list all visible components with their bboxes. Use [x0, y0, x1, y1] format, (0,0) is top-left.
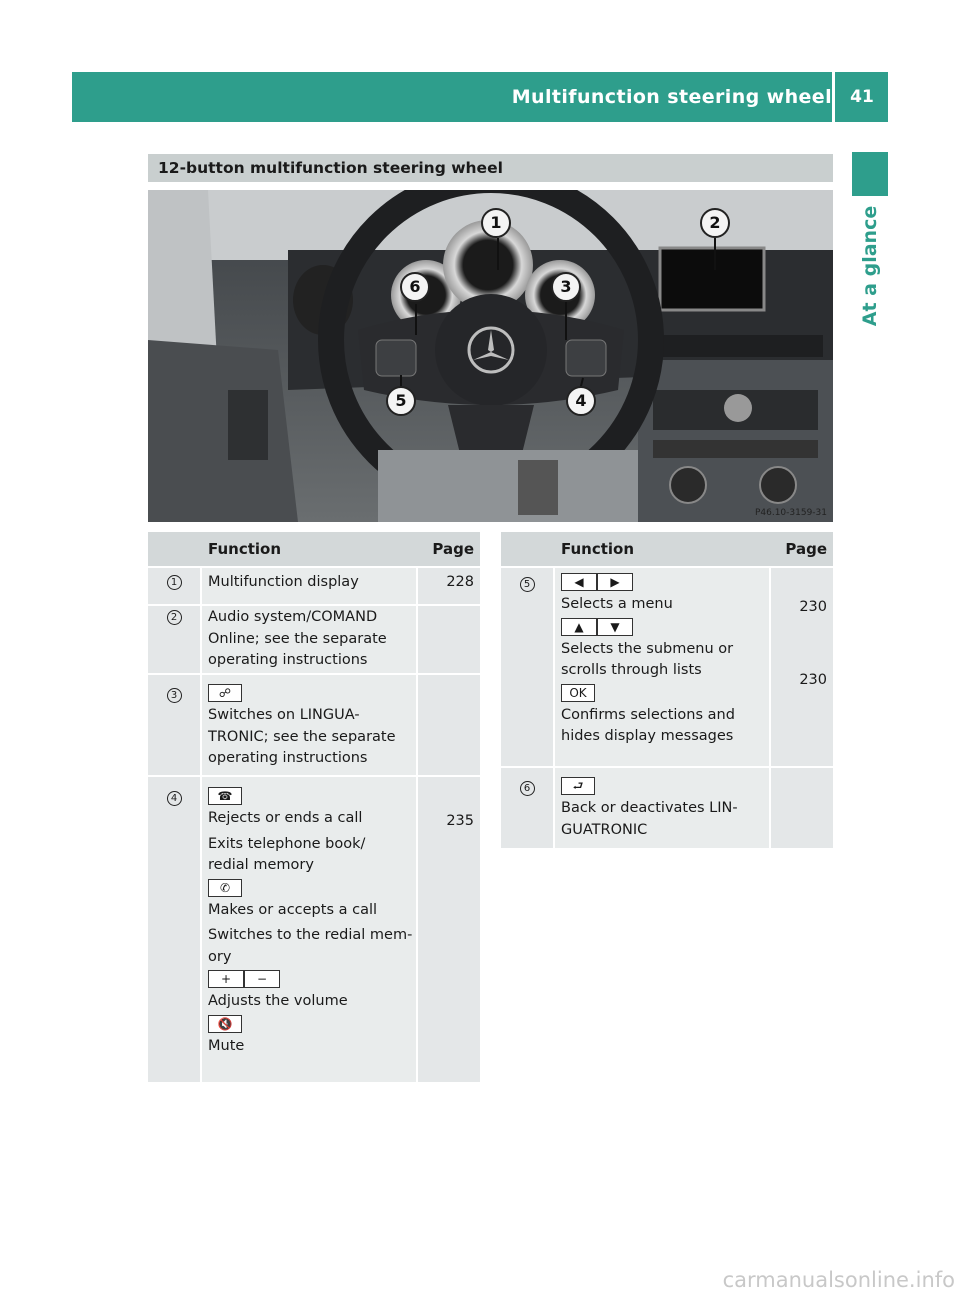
table-header-row — [148, 532, 480, 566]
function-text: ☎ Rejects or ends a call Exits telephone book/ redial memory ✆ Makes or accepts a call Switches to the redial mem- ory + − Adjusts the volume 🔇 Mute — [208, 789, 413, 1054]
callout-2: 2 — [700, 208, 730, 238]
callout-4: 4 — [566, 386, 596, 416]
watermark: carmanualsonline.info — [722, 1268, 955, 1292]
ok-key-icon: OK — [561, 684, 595, 702]
side-tab-label: At a glance — [859, 205, 881, 327]
volume-up-key-icon: + — [208, 970, 244, 988]
column-header-page: Page — [432, 540, 474, 558]
down-arrow-key-icon: ▼ — [597, 618, 633, 636]
steering-wheel-illustration — [148, 190, 833, 522]
page-number: 41 — [850, 87, 874, 107]
function-text: ☍ Switches on LINGUA- TRONIC; see the separate operating instructions — [208, 686, 396, 766]
page-ref: 228 — [446, 574, 474, 590]
row-number: 1 — [148, 572, 200, 594]
callout-6: 6 — [400, 272, 430, 302]
function-table-right — [501, 532, 833, 848]
accept-call-key-icon: ✆ — [208, 879, 242, 897]
column-header-function: Function — [561, 540, 635, 558]
row-divider — [148, 775, 480, 777]
row-number: 2 — [148, 607, 200, 629]
row-number: 5 — [501, 574, 553, 596]
right-arrow-key-icon: ▶ — [597, 573, 633, 591]
callout-3: 3 — [551, 272, 581, 302]
header-divider — [832, 72, 835, 122]
row-number: 4 — [148, 788, 200, 810]
voice-control-key-icon: ☍ — [208, 684, 242, 702]
number-column — [501, 568, 553, 848]
column-header-page: Page — [785, 540, 827, 558]
function-text: ⮐ Back or deactivates LIN- GUATRONIC — [561, 779, 738, 838]
row-divider — [148, 673, 480, 675]
volume-down-key-icon: − — [244, 970, 280, 988]
callout-5: 5 — [386, 386, 416, 416]
number-column — [148, 568, 200, 1082]
section-title: 12-button multifunction steering wheel — [148, 154, 833, 182]
function-table-left — [148, 532, 480, 1082]
row-divider — [148, 604, 480, 606]
up-arrow-key-icon: ▲ — [561, 618, 597, 636]
page-ref: 230 — [799, 672, 827, 688]
table-header-row — [501, 532, 833, 566]
function-text: Multifunction display — [208, 574, 359, 590]
column-header-function: Function — [208, 540, 282, 558]
row-number: 6 — [501, 778, 553, 800]
page-header-title: Multifunction steering wheel — [511, 86, 832, 108]
side-tab — [852, 196, 888, 336]
back-key-icon: ⮐ — [561, 777, 595, 795]
mute-key-icon: 🔇 — [208, 1015, 242, 1033]
end-call-key-icon: ☎ — [208, 787, 242, 805]
side-tab-marker — [852, 152, 888, 196]
photo-code: P46.10-3159-31 — [754, 508, 827, 518]
row-number: 3 — [148, 685, 200, 707]
page-ref: 230 — [799, 599, 827, 615]
steering-wheel-photo — [148, 190, 833, 522]
function-text: Audio system/COMAND Online; see the separate operating instructions — [208, 609, 387, 668]
function-text: ◀ ▶ Selects a menu ▲ ▼ Selects the submenu or scrolls through lists OK Confirms selections and hides display messages — [561, 575, 735, 744]
page-ref: 235 — [446, 813, 474, 829]
callout-1: 1 — [481, 208, 511, 238]
left-arrow-key-icon: ◀ — [561, 573, 597, 591]
row-divider — [501, 766, 833, 768]
